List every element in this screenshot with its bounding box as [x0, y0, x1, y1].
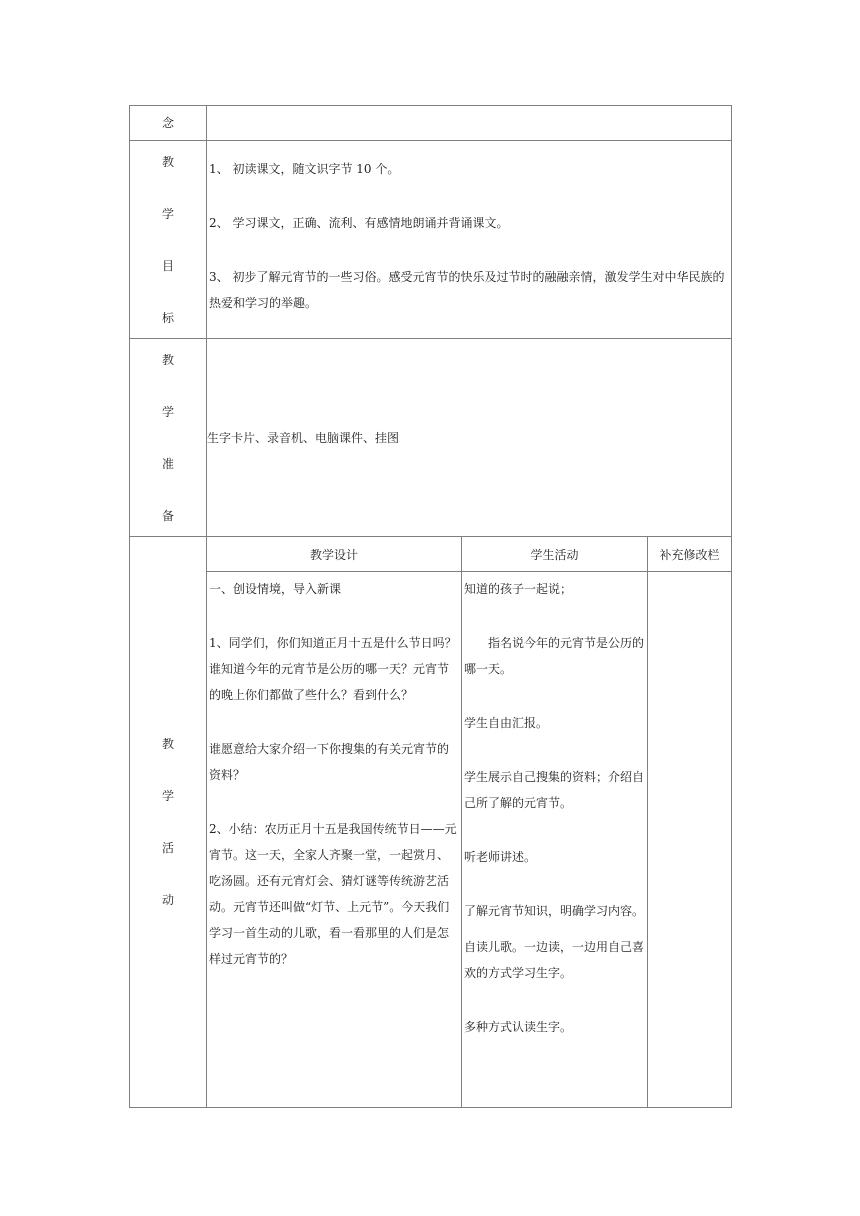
concept-label: 念 [130, 106, 207, 141]
activities-label: 教 学 活 动 [130, 537, 207, 1108]
preparation-row [130, 339, 732, 537]
supplement-notes-cell [648, 572, 732, 1108]
objective-item: 1、 初读课文，随文识字节 10 个。 [209, 162, 400, 176]
student-paragraph: 学生自由汇报。 [464, 716, 549, 730]
teaching-design-cell [207, 572, 462, 1108]
header-student-activity: 学生活动 [462, 537, 648, 572]
preparation-text: 生字卡片、录音机、电脑课件、挂图 [207, 430, 400, 445]
objectives-row [130, 141, 732, 339]
header-teaching-design: 教学设计 [207, 537, 462, 572]
design-paragraph: 1、同学们，你们知道正月十五是什么节日吗？谁知道今年的元宵节是公历的哪一天？元宵节的晚上你们都做了些什么？看到什么？ [209, 636, 457, 702]
objective-item: 2、 学习课文，正确、流利、有感情地朗诵并背诵课文。 [209, 216, 509, 230]
header-supplement-notes: 补充修改栏 [648, 537, 732, 572]
preparation-label: 教 学 准 备 [130, 339, 207, 537]
student-paragraph: 了解元宵节知识，明确学习内容。 [464, 904, 645, 918]
design-paragraph: 一、创设情境，导入新课 [209, 582, 342, 596]
objectives-label: 教 学 目 标 [130, 141, 207, 339]
concept-row [130, 106, 732, 141]
design-paragraph: 谁愿意给大家介绍一下你搜集的有关元宵节的资料？ [209, 742, 450, 782]
preparation-content [207, 339, 732, 537]
student-paragraph: 学生展示自己搜集的资料；介绍自己所了解的元宵节。 [464, 770, 645, 810]
objective-item: 3、 初步了解元宵节的一些习俗。感受元宵节的快乐及过节时的融融亲情，激发学生对中华民族的热爱和学习的举趣。 [209, 270, 725, 310]
objectives-content [207, 141, 732, 339]
student-paragraph: 听老师讲述。 [464, 850, 537, 864]
student-paragraph: 指名说今年的元宵节是公历的哪一天。 [464, 636, 645, 676]
activities-header-row [130, 537, 732, 572]
lesson-plan-table [129, 105, 732, 1108]
activities-content-row [130, 572, 732, 1108]
student-paragraph: 知道的孩子一起说； [464, 582, 573, 596]
student-paragraph: 自读儿歌。一边读，一边用自己喜欢的方式学习生字。 [464, 940, 645, 980]
student-paragraph: 多种方式认读生字。 [464, 1020, 573, 1034]
concept-content [207, 106, 732, 141]
student-activity-cell [462, 572, 648, 1108]
design-paragraph: 2、小结：农历正月十五是我国传统节日——元宵节。这一天，全家人齐聚一堂，一起赏月、吃汤圆。还有元宵灯会、猜灯谜等传统游艺活动。元宵节还叫做“灯节、上元节”。今天我们学习一首生动的儿歌，看一看那里的人们是怎样过元宵节的？ [209, 822, 457, 966]
